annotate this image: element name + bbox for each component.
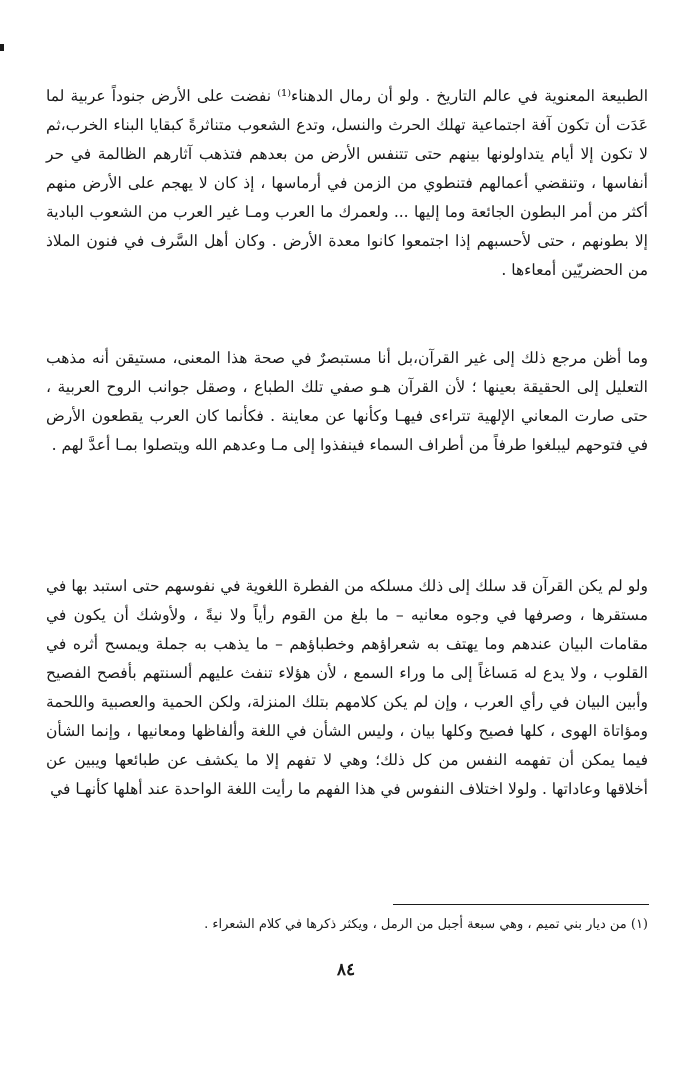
body-paragraph-1 (46, 82, 648, 285)
paragraph-text: الطبيعة المعنوية في عالم التاريخ . ولو أن رمال الدهناء⁽¹⁾ نفضت على الأرض جنوداً عربية لما عَدَت أن تكون آفة اجتماعية تهلك الحرث والنسل، وتدع الشعوب متناثرةً كبقايا البناء الخرب،ثم لا تكون إلا أيام يتداولونها بينهم حتى تتنفس الأرض من بعدهم فتذهب آثارهم الظالمة في حر أنفاسها ، وتنقضي أعمالهم فتنطوي من الزمن في أرماسها ، إذ كان لا يهجم على الأرض منهم أكثر من أمر البطون الجائعة وما إليها ... ولعمرك ما العرب ومـا غير العرب من الشعوب البادية إلا بطونهم ، حتى لأحسبهم إذا اجتمعوا كانوا معدة الأرض . وكان أهل السَّرف في فنون الملاذ من الحضريّين أمعاءها . (46, 87, 649, 279)
margin-mark (0, 44, 4, 51)
footnote-divider (393, 904, 649, 905)
page-number: ٨٤ (336, 960, 356, 980)
footnote: (١) من ديار بني تميم ، وهي سبعة أجبل من الرمل ، ويكثر ذكرها في كلام الشعراء . (204, 917, 648, 932)
paragraph-text: وما أظن مرجع ذلك إلى غير القرآن،بل أنا مستبصرٌ في صحة هذا المعنى، مستيقن أنه مذهب التعليل إلى الحقيقة بعينها ؛ لأن القرآن هـو صفي تلك الطباع ، وصقل جوانب الروح العربية ، حتى صارت المعاني الإلهية تتراءى فيهـا وكأنها عن معاينة . فكأنما كان العرب يقطعون الأرض في فتوحهم ليبلغوا طرفاً من أطراف السماء فينفذوا إلى مـا وعدهم الله ويتصلوا بمـا أعدَّ لهم . (46, 349, 648, 454)
body-paragraph-3 (46, 572, 648, 804)
paragraph-text: ولو لم يكن القرآن قد سلك إلى ذلك مسلكه من الفطرة اللغوية في نفوسهم حتى استبد بها في مستقرها ، وصرفها في وجوه معانيه – ما بلغ من القوم رأياً ولا نيةً ، ولأوشك أن يكون في مقامات البيان عندهم وما يهتف به شعراؤهم وخطباؤهم – ما يذهب به جملة ويمسح أثره في القلوب ، ولا يدع له مَساغاً إلى ما وراء السمع ، لأن هؤلاء تنفث عليهم ألسنتهم بأفصح الفصيح وأبين البيان في رأي العرب ، وإن لم يكن كلامهم بتلك المنزلة، ولكن الحمية والعصبية واللحمة ومؤاتاة الهوى ، كلها فصيح وكلها بيان ، وليس الشأن في اللغة وألفاظها ومعانيها ، وإنما الشأن فيما يمكن أن تفهمه النفس من كل ذلك؛ وهي لا تفهم إلا ما يكشف عن طبائعها ويبين عن أخلاقها وعاداتها . ولولا اختلاف النفوس في هذا الفهم ما رأيت اللغة الواحدة عند أهلها كأنهـا في (46, 577, 648, 798)
body-paragraph-2 (46, 344, 648, 460)
